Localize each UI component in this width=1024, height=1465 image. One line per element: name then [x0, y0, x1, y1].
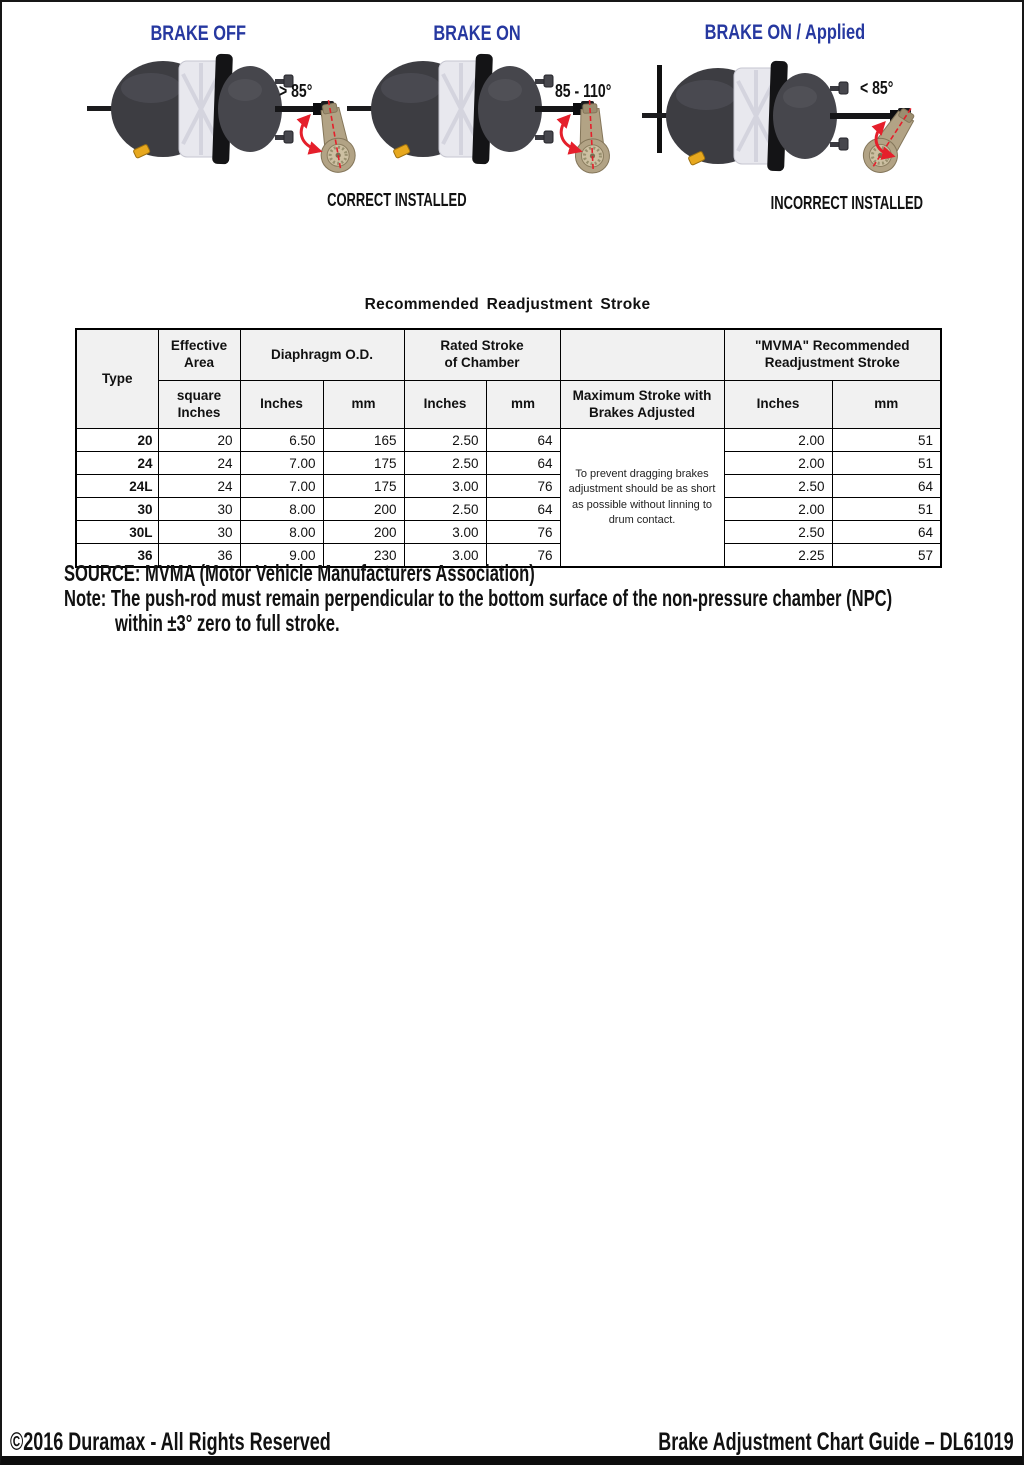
table-title: Recommended Readjustment Stroke — [364, 296, 651, 313]
footer-copyright-text: ©2016 Duramax - All Rights Reserved — [10, 1428, 331, 1456]
pushrod-note-line2 — [115, 610, 427, 637]
footer-document-id-text: Brake Adjustment Chart Guide – DL61019 — [658, 1428, 1014, 1456]
subheader-dia-inches: Inches — [240, 381, 323, 429]
cell-mvma-inches: 2.50 — [724, 475, 832, 498]
table-row — [76, 521, 941, 544]
brake-chamber-illustration — [642, 61, 848, 172]
pushrod-note-text1: Note: The push-rod must remain perpendicular to the bottom surface of the non-pressure chamber (NPC) — [64, 585, 893, 611]
cell-type: 36 — [76, 544, 158, 568]
cell-dia-mm: 175 — [323, 452, 404, 475]
cell-mvma-mm: 57 — [832, 544, 941, 568]
figure-label-brake-on — [397, 22, 557, 46]
cell-stroke-inches: 2.50 — [404, 429, 486, 452]
figure-label-brake-on-applied — [682, 21, 866, 45]
max-stroke-note-cell: To prevent dragging brakes adjustment should be as short as possible without linning to drum contact. — [560, 429, 724, 568]
subheader-stroke-inches: Inches — [404, 381, 486, 429]
caption-text: INCORRECT INSTALLED — [770, 193, 924, 213]
cell-stroke-inches: 3.00 — [404, 544, 486, 568]
pushrod-note-text2: within ±3° zero to full stroke. — [115, 610, 340, 636]
table-row — [76, 429, 941, 452]
cell-mvma-inches: 2.50 — [724, 521, 832, 544]
cell-dia-mm: 200 — [323, 521, 404, 544]
cell-area: 30 — [158, 498, 240, 521]
subheader-stroke-mm: mm — [486, 381, 560, 429]
cell-mvma-mm: 51 — [832, 429, 941, 452]
col-header-effective-area: Effective Area — [158, 329, 240, 381]
caption-incorrect-installed — [741, 193, 924, 214]
subheader-mvma-inches: Inches — [724, 381, 832, 429]
cell-area: 30 — [158, 521, 240, 544]
angle-value-fig1 — [279, 81, 322, 102]
cell-dia-inches: 8.00 — [240, 498, 323, 521]
cell-mvma-inches: 2.00 — [724, 452, 832, 475]
cell-mvma-inches: 2.00 — [724, 498, 832, 521]
cell-area: 20 — [158, 429, 240, 452]
subheader-max-stroke: Maximum Stroke with Brakes Adjusted — [560, 381, 724, 429]
cell-stroke-inches: 2.50 — [404, 452, 486, 475]
caption-text: CORRECT INSTALLED — [327, 190, 467, 210]
angle-value-fig2 — [555, 81, 627, 102]
col-header-type: Type — [76, 329, 158, 429]
brake-chamber-illustration — [347, 54, 553, 165]
cell-mvma-inches: 2.00 — [724, 429, 832, 452]
source-note-text: SOURCE: MVMA (Motor Vehicle Manufacturers Association) — [64, 560, 535, 586]
rated-stroke-line2: of Chamber — [444, 355, 520, 370]
cell-stroke-inches: 3.00 — [404, 475, 486, 498]
cell-stroke-mm: 76 — [486, 521, 560, 544]
cell-mvma-mm: 51 — [832, 452, 941, 475]
figure-label-text: BRAKE ON — [433, 22, 521, 45]
cell-area: 36 — [158, 544, 240, 568]
col-header-empty — [560, 329, 724, 381]
cell-stroke-inches: 3.00 — [404, 521, 486, 544]
col-header-diaphragm-od: Diaphragm O.D. — [240, 329, 404, 381]
angle-text: 85 - 110° — [555, 81, 612, 101]
angle-text: > 85° — [279, 81, 313, 101]
brake-chamber-figure-brake-off — [87, 54, 358, 175]
source-note — [64, 560, 718, 587]
cell-type: 24 — [76, 452, 158, 475]
cell-stroke-mm: 64 — [486, 429, 560, 452]
subheader-mvma-mm: mm — [832, 381, 941, 429]
angle-arrow-icon — [301, 116, 320, 151]
cell-type: 30 — [76, 498, 158, 521]
cell-stroke-mm: 64 — [486, 452, 560, 475]
brake-chamber-figure-brake-on — [347, 54, 610, 174]
cell-type: 20 — [76, 429, 158, 452]
cell-stroke-inches: 2.50 — [404, 498, 486, 521]
figure-label-text: BRAKE OFF — [150, 22, 246, 45]
cell-type: 30L — [76, 521, 158, 544]
angle-value-fig3 — [860, 78, 903, 99]
readjustment-stroke-table — [75, 328, 942, 568]
cell-mvma-mm: 64 — [832, 521, 941, 544]
cell-dia-mm: 175 — [323, 475, 404, 498]
cell-dia-mm: 165 — [323, 429, 404, 452]
cell-dia-inches: 7.00 — [240, 452, 323, 475]
subheader-square-inches: square Inches — [158, 381, 240, 429]
cell-dia-mm: 200 — [323, 498, 404, 521]
cell-dia-mm: 230 — [323, 544, 404, 568]
table-row — [76, 452, 941, 475]
figure-label-brake-off — [118, 22, 278, 46]
col-header-rated-stroke — [404, 329, 560, 381]
footer-copyright — [10, 1428, 455, 1457]
rated-stroke-line1: Rated Stroke — [440, 338, 524, 354]
cell-dia-inches: 8.00 — [240, 521, 323, 544]
cell-mvma-mm: 64 — [832, 475, 941, 498]
brake-chamber-illustration — [87, 54, 293, 165]
cell-mvma-mm: 51 — [832, 498, 941, 521]
cell-stroke-mm: 64 — [486, 498, 560, 521]
footer-document-id — [520, 1428, 1014, 1457]
cell-area: 24 — [158, 475, 240, 498]
figure-divider — [657, 65, 662, 153]
figure-label-text: BRAKE ON / Applied — [704, 21, 866, 44]
angle-arrow-icon — [561, 116, 580, 151]
cell-stroke-mm: 76 — [486, 475, 560, 498]
col-header-mvma: "MVMA" Recommended Readjustment Stroke — [724, 329, 941, 381]
table-row — [76, 475, 941, 498]
cell-dia-inches: 6.50 — [240, 429, 323, 452]
cell-type: 24L — [76, 475, 158, 498]
cell-mvma-inches: 2.25 — [724, 544, 832, 568]
subheader-dia-mm: mm — [323, 381, 404, 429]
pushrod-note-line1 — [64, 585, 1024, 612]
angle-text: < 85° — [860, 78, 894, 98]
cell-dia-inches: 7.00 — [240, 475, 323, 498]
cell-dia-inches: 9.00 — [240, 544, 323, 568]
table-row — [76, 498, 941, 521]
caption-correct-installed — [300, 190, 467, 211]
cell-stroke-mm: 76 — [486, 544, 560, 568]
cell-area: 24 — [158, 452, 240, 475]
